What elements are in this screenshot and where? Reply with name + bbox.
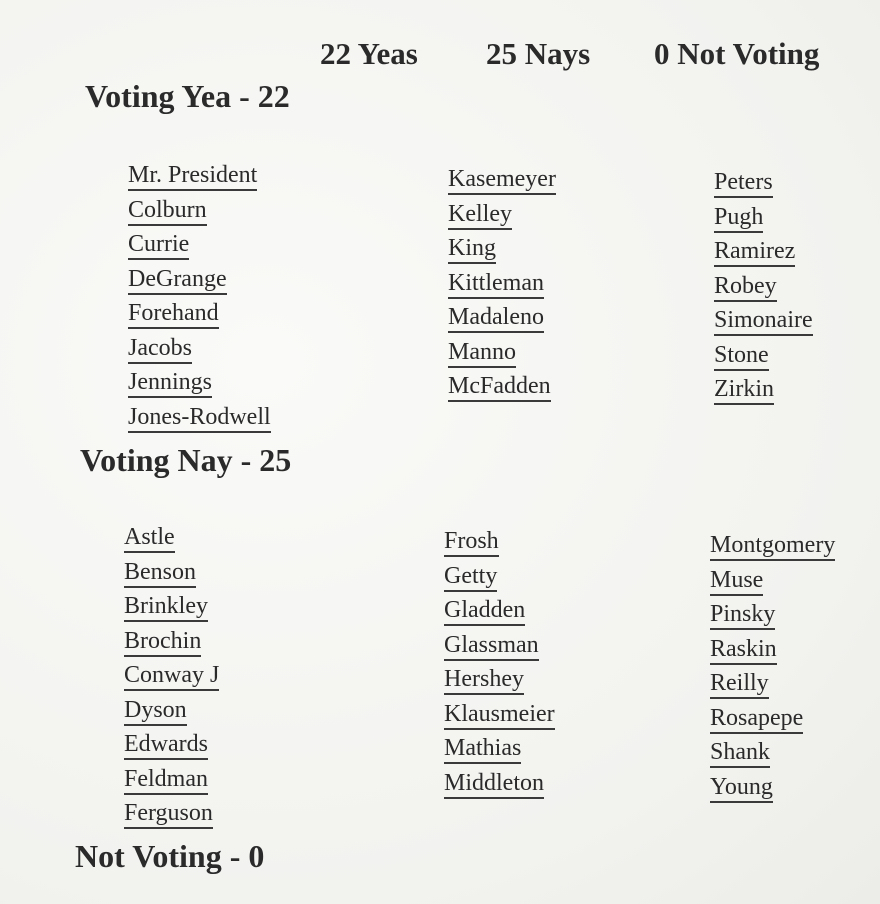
member-list-item — [124, 798, 219, 833]
member-name: Simonaire — [714, 307, 813, 336]
member-list-item — [448, 337, 556, 372]
member-name: Zirkin — [714, 376, 774, 405]
member-name: Shank — [710, 739, 770, 768]
member-list-item — [128, 160, 271, 195]
member-name: Klausmeier — [444, 701, 555, 730]
member-name: Dyson — [124, 697, 187, 726]
member-list-item — [444, 664, 555, 699]
member-name: Getty — [444, 563, 497, 592]
voting-nay-heading: Voting Nay - 25 — [80, 442, 292, 478]
member-list-item — [124, 695, 219, 730]
member-name: Middleton — [444, 770, 544, 799]
member-list-item — [444, 595, 555, 630]
member-name: DeGrange — [128, 266, 227, 295]
member-list-item — [710, 772, 835, 807]
member-name: McFadden — [448, 373, 551, 402]
member-list-item — [710, 599, 835, 634]
not-voting-count: 0 Not Voting — [654, 36, 820, 71]
member-list-item — [124, 591, 219, 626]
member-list-item — [710, 737, 835, 772]
member-name: Currie — [128, 231, 189, 260]
nay-column-1 — [124, 522, 219, 833]
nay-column-3 — [710, 530, 835, 806]
member-list-item — [710, 634, 835, 669]
member-name: Kittleman — [448, 270, 544, 299]
member-list-item — [128, 264, 271, 299]
member-list-item — [714, 340, 813, 375]
member-name: Brochin — [124, 628, 201, 657]
member-list-item — [444, 733, 555, 768]
yea-column-3 — [714, 167, 813, 409]
member-list-item — [128, 195, 271, 230]
member-name: Forehand — [128, 300, 219, 329]
member-name: Jacobs — [128, 335, 192, 364]
member-name: Madaleno — [448, 304, 544, 333]
member-name: Feldman — [124, 766, 208, 795]
member-name: Montgomery — [710, 532, 835, 561]
member-list-item — [444, 526, 555, 561]
member-name: Reilly — [710, 670, 769, 699]
member-list-item — [714, 305, 813, 340]
voting-yea-heading: Voting Yea - 22 — [85, 78, 290, 114]
member-list-item — [714, 271, 813, 306]
member-list-item — [448, 302, 556, 337]
member-list-item — [124, 557, 219, 592]
member-list-item — [710, 530, 835, 565]
member-name: Young — [710, 774, 773, 803]
nay-column-2 — [444, 526, 555, 802]
member-list-item — [448, 268, 556, 303]
member-name: Mathias — [444, 735, 521, 764]
member-list-item — [124, 626, 219, 661]
member-name: King — [448, 235, 496, 264]
member-name: Conway J — [124, 662, 219, 691]
member-list-item — [714, 167, 813, 202]
member-list-item — [444, 768, 555, 803]
member-name: Ramirez — [714, 238, 795, 267]
member-name: Brinkley — [124, 593, 208, 622]
member-name: Ferguson — [124, 800, 213, 829]
member-name: Peters — [714, 169, 773, 198]
member-list-item — [124, 522, 219, 557]
member-name: Glassman — [444, 632, 539, 661]
member-name: Pugh — [714, 204, 763, 233]
member-name: Jones-Rodwell — [128, 404, 271, 433]
member-list-item — [710, 668, 835, 703]
member-list-item — [128, 333, 271, 368]
member-list-item — [128, 298, 271, 333]
member-name: Colburn — [128, 197, 207, 226]
member-name: Robey — [714, 273, 777, 302]
member-list-item — [714, 374, 813, 409]
member-name: Pinsky — [710, 601, 775, 630]
member-name: Stone — [714, 342, 769, 371]
member-list-item — [444, 630, 555, 665]
member-list-item — [714, 236, 813, 271]
member-list-item — [128, 402, 271, 437]
member-name: Gladden — [444, 597, 525, 626]
member-list-item — [448, 233, 556, 268]
yea-column-2 — [448, 164, 556, 406]
member-list-item — [710, 565, 835, 600]
member-list-item — [710, 703, 835, 738]
member-name: Kelley — [448, 201, 512, 230]
yea-column-1 — [128, 160, 271, 436]
not-voting-heading: Not Voting - 0 — [75, 838, 265, 874]
member-name: Mr. President — [128, 162, 257, 191]
member-name: Frosh — [444, 528, 499, 557]
member-name: Muse — [710, 567, 763, 596]
member-list-item — [124, 729, 219, 764]
member-name: Edwards — [124, 731, 208, 760]
member-name: Raskin — [710, 636, 777, 665]
member-list-item — [714, 202, 813, 237]
member-list-item — [448, 371, 556, 406]
member-name: Hershey — [444, 666, 524, 695]
member-list-item — [124, 764, 219, 799]
member-list-item — [448, 199, 556, 234]
member-list-item — [128, 229, 271, 264]
member-list-item — [444, 699, 555, 734]
nays-count: 25 Nays — [486, 36, 591, 71]
member-name: Kasemeyer — [448, 166, 556, 195]
yeas-count: 22 Yeas — [320, 36, 418, 71]
member-list-item — [128, 367, 271, 402]
member-list-item — [448, 164, 556, 199]
member-name: Benson — [124, 559, 196, 588]
member-name: Rosapepe — [710, 705, 803, 734]
member-name: Astle — [124, 524, 175, 553]
member-list-item — [444, 561, 555, 596]
member-name: Manno — [448, 339, 516, 368]
member-list-item — [124, 660, 219, 695]
member-name: Jennings — [128, 369, 212, 398]
